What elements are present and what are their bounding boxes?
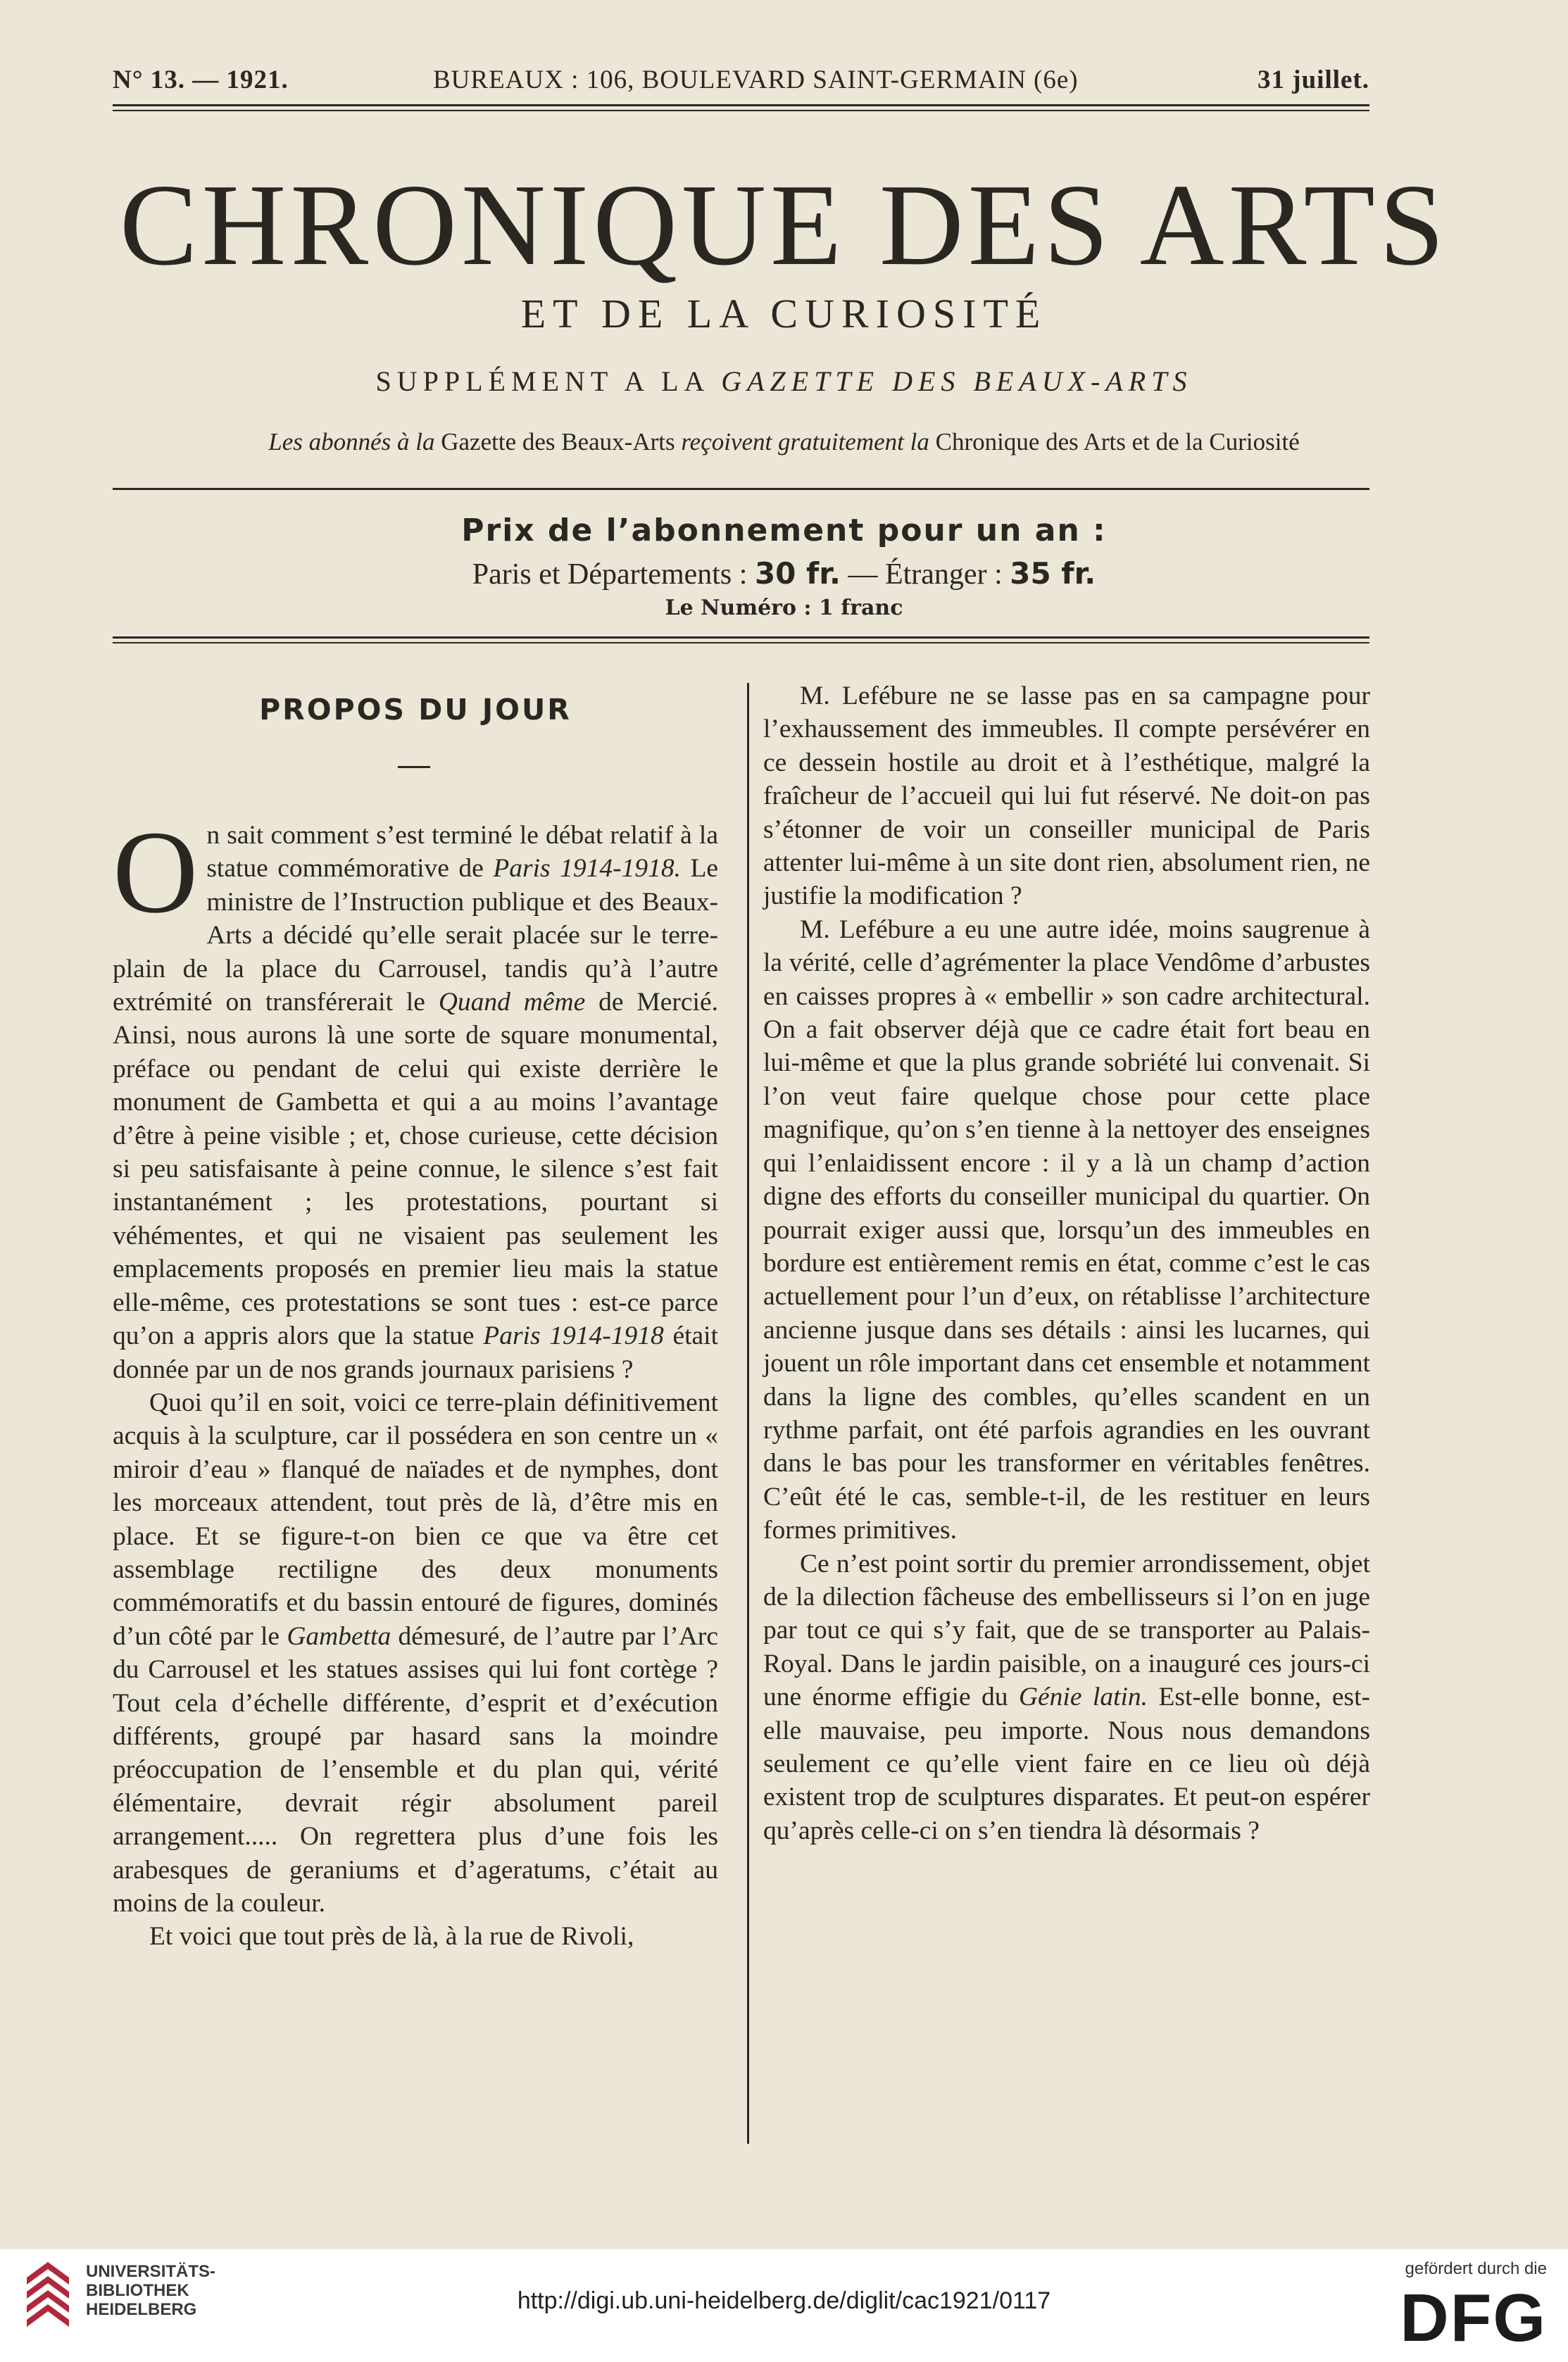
dfg-logo: DFG bbox=[1400, 2280, 1547, 2356]
subscriber-note bbox=[0, 428, 1568, 456]
issue-date: 31 juillet. bbox=[1257, 65, 1369, 94]
article-paragraph bbox=[113, 1386, 718, 1921]
header-rule bbox=[113, 104, 1369, 111]
library-name-line: HEIDELBERG bbox=[86, 2300, 197, 2319]
price-separator: — Étranger : bbox=[848, 558, 1003, 591]
text-run: Le ministre de l’Instruction publique et des Beaux-Arts a décidé qu’elle serait placée sur le terre-plain de la place du Carrousel, tandis qu’à l’autre extrémité on transférerait le bbox=[113, 854, 718, 1017]
pricing-rule bbox=[113, 636, 1369, 643]
text-run: de Mercié. Ainsi, nous aurons là une sorte de square monumental, préface ou pendant de celui qui existe derrière le monument de Gambetta et qui a au moins l’avantage d’être à peine visible ; et, chose curieuse, cette décision si peu satisfaisante à peine connue, le silence s’est fait instantanément ; les protestations, pourtant si véhémentes, et qui ne visaient pas seulement les emplacements proposés en premier lieu mais la statue elle-même, ces protestations se sont tues : est-ce parce qu’on a appris alors que la statue bbox=[113, 988, 718, 1351]
italic-run: Paris 1914-1918 bbox=[483, 1321, 664, 1351]
italic-run: Quand même bbox=[438, 988, 586, 1017]
text-run: démesuré, de l’autre par l’Arc du Carrousel et les statues assises qui lui font cortège ? Tout cela d’échelle différente, d’esprit et d’exécution différents, groupé par hasard sans la moindre préoccupation de l’ensemble et du plan qui, vérité élémentaire, devrait régir absolument pareil arrangement..... On regrettera plus d’une fois les arabesques de geraniums et d’ageratums, c’était au moins de la couleur. bbox=[113, 1621, 719, 1918]
column-rule bbox=[747, 683, 749, 2144]
italic-run: Génie latin. bbox=[1018, 1683, 1148, 1712]
article-paragraph bbox=[763, 1547, 1370, 1848]
issue-header bbox=[113, 65, 1369, 100]
source-url-link[interactable]: http://digi.ub.uni-heidelberg.de/diglit/cac1921/0117 bbox=[517, 2287, 1051, 2314]
article-right-column bbox=[763, 679, 1370, 1847]
supplement-prefix: SUPPLÉMENT A LA bbox=[375, 365, 709, 397]
foreign-price: 35 fr. bbox=[1010, 556, 1096, 591]
journal-subtitle: ET DE LA CURIOSITÉ bbox=[520, 291, 1048, 337]
price-heading: Prix de l’abonnement pour un an : bbox=[461, 513, 1107, 548]
domestic-price: 30 fr. bbox=[754, 556, 841, 591]
supplement-line bbox=[0, 365, 1568, 398]
text-run: était donnée par un de nos grands journaux parisiens ? bbox=[113, 1321, 719, 1384]
article-paragraph: M. Lefébure a eu une autre idée, moins saugrenue à la vérité, celle d’agrémenter la place Vendôme d’arbustes en caisses propres à « embellir » son cadre architectural. On a fait observer déjà que ce cadre était fort beau en lui-même et que la plus grande sobriété lui convenait. Si l’on veut faire quelque chose pour cette place magnifique, qu’on s’en tienne à la nettoyer des enseignes qui l’enlaidissent encore : il y a là un champ d’action digne des efforts du conseiller municipal du quartier. On pourrait exiger aussi que, lorsqu’un des immeubles en bordure est entièrement remis en état, comme c’est le cas actuellement pour l’un d’eux, on rétablisse l’architecture ancienne jusque dans ses détails : ainsi les lucarnes, qui jouent un rôle important dans cet ensemble et notamment dans la ligne des combles, qu’elles scandent en un rythme parfait, ont été parfois agrandies en les ouvrant dans le bas pour les transformer en véritables fenêtres. C’eût été le cas, semble-t-il, de les restituer en leurs formes primitives. bbox=[763, 915, 1370, 1545]
subscriber-note-1: Les abonnés à la bbox=[268, 428, 435, 456]
section-heading: PROPOS DU JOUR bbox=[259, 693, 572, 727]
italic-run: Paris 1914-1918. bbox=[493, 854, 681, 884]
article-left-column bbox=[113, 807, 719, 1954]
text-run: Est-elle bonne, est-elle mauvaise, peu importe. Nous nous demandons seulement ce qu’elle vient faire en ce lieu où déjà existent trop de sculptures disparates. Et peut-on espérer qu’après celle-ci on s’en tiendra là désormais ? bbox=[763, 1683, 1371, 1845]
funding-note: gefördert durch die bbox=[1405, 2259, 1547, 2278]
library-name-line: UNIVERSITÄTS- bbox=[86, 2262, 216, 2281]
article-paragraph: M. Lefébure ne se lasse pas en sa campagne pour l’exhaussement des immeubles. Il compte persévérer en ce dessein hostile au droit et à l’esthétique, malgré la fraîcheur de l’accueil qui lui fut réservé. Ne doit-on pas s’étonner de voir un conseiller municipal de Paris attenter lui-même à un site dont rien, absolument rien, ne justifie la modification ? bbox=[763, 681, 1370, 911]
article-paragraph: Et voici que tout près de là, à la rue de Rivoli, bbox=[149, 1922, 634, 1952]
italic-run: Gambetta bbox=[287, 1621, 391, 1651]
issue-number: N° 13. — 1921. bbox=[113, 65, 289, 94]
domestic-label: Paris et Départements : bbox=[472, 558, 748, 591]
journal-title: CHRONIQUE DES ARTS bbox=[119, 160, 1449, 289]
price-line bbox=[0, 556, 1568, 591]
text-run: Ce n’est point sortir du premier arrondissement, objet de la dilection fâcheuse des embellisseurs si l’on en juge par tout ce qui s’y fait, que de se transporter au Palais-Royal. Dans le jardin paisible, on a inauguré ces jours-ci une énorme effigie du bbox=[763, 1549, 1370, 1712]
section-dash bbox=[398, 766, 430, 768]
supplement-journal: GAZETTE DES BEAUX-ARTS bbox=[721, 365, 1193, 397]
text-run: Quoi qu’il en soit, voici ce terre-plain définitivement acquis à la sculpture, car il possédera en son centre un « miroir d’eau » flanqué de naïades et de nymphes, dont les morceaux attendent, tout près de là, d’être mis en place. Et se figure-t-on bien ce que va être cet assemblage rectiligne des deux monuments commémoratifs et du bassin entouré de figures, dominés d’un côté par le bbox=[113, 1388, 718, 1651]
subscriber-note-3: reçoivent gratuitement la bbox=[681, 428, 929, 456]
article-paragraph bbox=[113, 807, 719, 1386]
single-issue-price: Le Numéro : 1 franc bbox=[665, 596, 903, 620]
text-run: n sait comment s’est terminé le débat relatif à la statue commémorative de bbox=[206, 821, 718, 884]
office-address: BUREAUX : 106, BOULEVARD SAINT-GERMAIN (6e) bbox=[433, 65, 1079, 94]
masthead-rule bbox=[113, 488, 1369, 490]
subscriber-note-4: Chronique des Arts et de la Curiosité bbox=[935, 428, 1300, 456]
digitization-footer bbox=[0, 2249, 1568, 2362]
dropcap: O bbox=[113, 807, 199, 938]
subscriber-note-2: Gazette des Beaux-Arts bbox=[441, 428, 675, 456]
library-name-line: BIBLIOTHEK bbox=[86, 2281, 189, 2300]
